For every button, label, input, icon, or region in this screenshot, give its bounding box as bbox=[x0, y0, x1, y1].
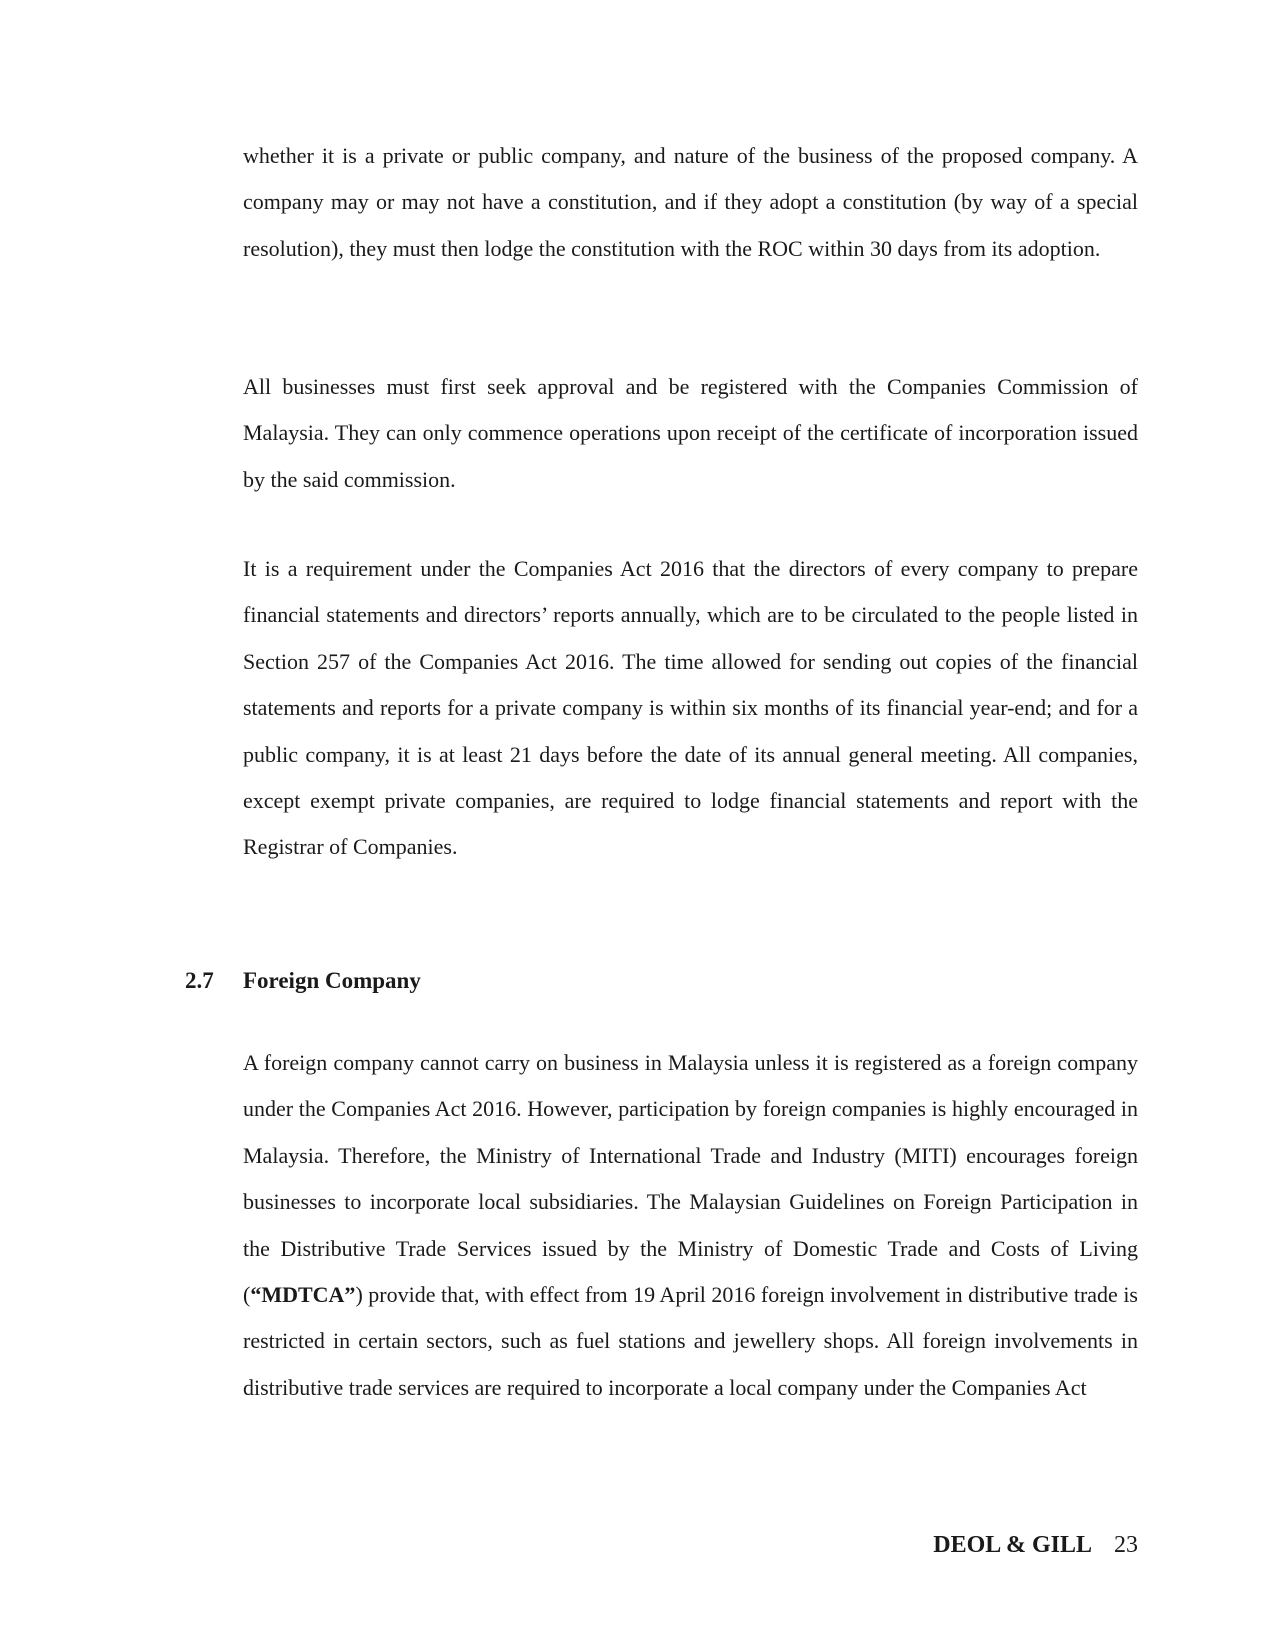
page-number: 23 bbox=[1114, 1532, 1138, 1558]
paragraph-foreign-company bbox=[243, 1040, 1138, 1411]
mdtca-abbreviation: “MDTCA” bbox=[250, 1282, 356, 1308]
section-number: 2.7 bbox=[185, 968, 214, 993]
section-title: Foreign Company bbox=[243, 968, 421, 993]
page-footer bbox=[933, 1532, 1138, 1559]
section-heading bbox=[185, 968, 421, 994]
footer-brand: DEOL & GILL bbox=[933, 1532, 1092, 1558]
paragraph-financial-statements: It is a requirement under the Companies Act 2016 that the directors of every company to prepare financial statements and directors’ reports annually, which are to be circulated to the people listed in Section 257 of the Companies Act 2016. The time allowed for sending out copies of the financial statements and reports for a private company is within six months of its financial year-end; and for a public company, it is at least 21 days before the date of its annual general meeting. All companies, except exempt private companies, are required to lodge financial statements and report with the Registrar of Companies. bbox=[243, 556, 1138, 860]
paragraph-company-constitution: whether it is a private or public company, and nature of the business of the proposed company. A company may or may not have a constitution, and if they adopt a constitution (by way of a special resolution), they must then lodge the constitution with the ROC within 30 days from its adoption. bbox=[243, 143, 1138, 261]
paragraph-text-before: A foreign company cannot carry on business in Malaysia unless it is registered as a foreign company under the Companies Act 2016. However, participation by foreign companies is highly encouraged in Malaysia. Therefore, the Ministry of International Trade and Industry (MITI) encourages foreign businesses to incorporate local subsidiaries. The Malaysian Guidelines on Foreign Participation in the Distributive Trade Services issued by the Ministry of Domestic Trade and Costs of Living ( bbox=[243, 1050, 1138, 1308]
paragraph-text-after: ) provide that, with effect from 19 April 2016 foreign involvement in distributive trade is restricted in certain sectors, such as fuel stations and jewellery shops. All foreign involvements in distributive trade services are required to incorporate a local company under the Companies Act bbox=[243, 1282, 1138, 1400]
paragraph-business-registration: All businesses must first seek approval and be registered with the Companies Commission of Malaysia. They can only commence operations upon receipt of the certificate of incorporation issued by the said commission. bbox=[243, 374, 1138, 492]
